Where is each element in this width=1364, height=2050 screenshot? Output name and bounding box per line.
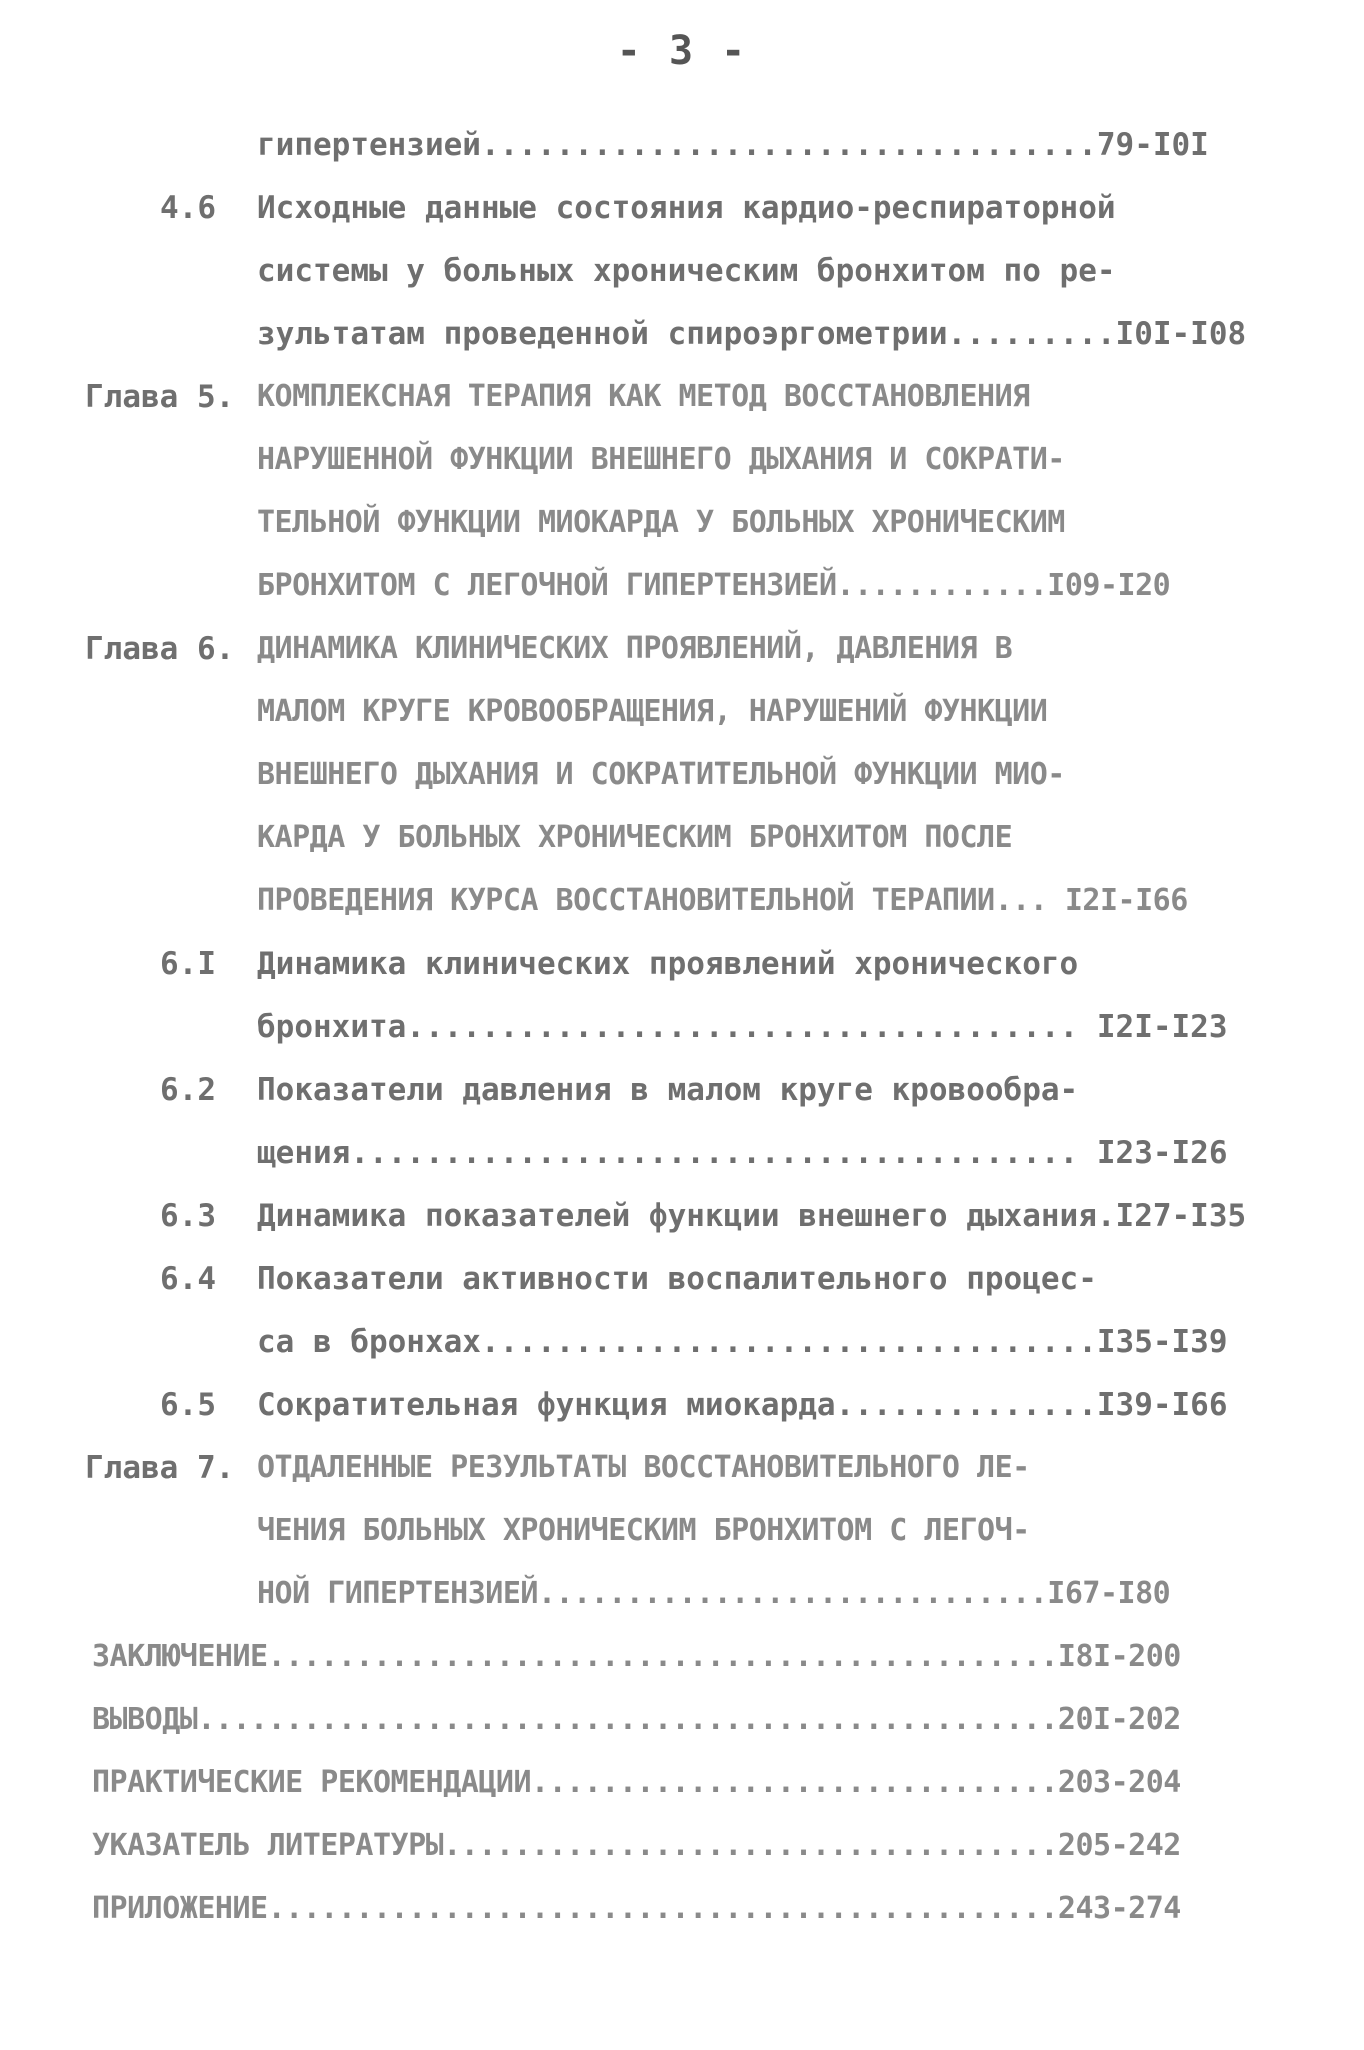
toc-chapter-title: ДИНАМИКА КЛИНИЧЕСКИХ ПРОЯВЛЕНИЙ, ДАВЛЕНИЯ В [257,631,1013,666]
toc-section-number: 6.2 [160,1072,216,1108]
toc-line-conclusion: ЗАКЛЮЧЕНИЕ.............................................I8I-200 [92,1639,1181,1674]
toc-chapter-title: ОТДАЛЕННЫЕ РЕЗУЛЬТАТЫ ВОССТАНОВИТЕЛЬНОГО ЛЕ- [257,1450,1030,1485]
toc-chapter-number: Глава 7. [85,1450,235,1486]
toc-line: Показатели давления в малом круге кровообра- [257,1072,1079,1108]
toc-chapter-title: КОМПЛЕКСНАЯ ТЕРАПИЯ КАК МЕТОД ВОССТАНОВЛЕНИЯ [257,379,1030,414]
toc-chapter-number: Глава 5. [85,379,235,415]
toc-line: зультатам проведенной спироэргометрии.........I0I-I08 [257,316,1247,352]
toc-line: КАРДА У БОЛЬНЫХ ХРОНИЧЕСКИМ БРОНХИТОМ ПОСЛЕ [257,820,1013,855]
toc-line: Сократительная функция миокарда..............I39-I66 [257,1387,1228,1423]
toc-line: ЧЕНИЯ БОЛЬНЫХ ХРОНИЧЕСКИМ БРОНХИТОМ С ЛЕГОЧ- [257,1513,1030,1548]
toc-line: Исходные данные состояния кардио-респираторной [257,190,1116,226]
toc-line: МАЛОМ КРУГЕ КРОВООБРАЩЕНИЯ, НАРУШЕНИЙ ФУНКЦИИ [257,694,1048,729]
toc-line: ТЕЛЬНОЙ ФУНКЦИИ МИОКАРДА У БОЛЬНЫХ ХРОНИЧЕСКИМ [257,505,1065,540]
toc-line: БРОНХИТОМ С ЛЕГОЧНОЙ ГИПЕРТЕНЗИЕЙ............I09-I20 [257,568,1171,603]
toc-line: Динамика показателей функции внешнего дыхания.I27-I35 [257,1198,1247,1234]
toc-line: щения....................................... I23-I26 [257,1135,1228,1171]
toc-chapter-number: Глава 6. [85,631,235,667]
toc-line: ВНЕШНЕГО ДЫХАНИЯ И СОКРАТИТЕЛЬНОЙ ФУНКЦИИ МИО- [257,757,1065,792]
toc-line: НОЙ ГИПЕРТЕНЗИЕЙ.............................I67-I80 [257,1576,1171,1611]
toc-line: НАРУШЕННОЙ ФУНКЦИИ ВНЕШНЕГО ДЫХАНИЯ И СОКРАТИ- [257,442,1065,477]
toc-line: системы у больных хроническим бронхитом по ре- [257,253,1116,289]
toc-line-recommendations: ПРАКТИЧЕСКИЕ РЕКОМЕНДАЦИИ..............................203-204 [92,1765,1181,1800]
toc-section-number: 6.5 [160,1387,216,1423]
toc-line-bibliography: УКАЗАТЕЛЬ ЛИТЕРАТУРЫ...................................205-242 [92,1828,1181,1863]
toc-line-appendix: ПРИЛОЖЕНИЕ.............................................243-274 [92,1891,1181,1926]
toc-line: ПРОВЕДЕНИЯ КУРСА ВОССТАНОВИТЕЛЬНОЙ ТЕРАПИИ... I2I-I66 [257,883,1188,918]
toc-line-findings: ВЫВОДЫ.................................................20I-202 [92,1702,1181,1737]
toc-line: Динамика клинических проявлений хронического [257,946,1079,982]
toc-line: бронхита.................................... I2I-I23 [257,1009,1228,1045]
toc-section-number: 6.3 [160,1198,216,1234]
toc-section-number: 6.I [160,946,216,982]
toc-section-number: 6.4 [160,1261,216,1297]
toc-section-number: 4.6 [160,190,216,226]
page-number: - 3 - [616,28,748,74]
toc-line: Показатели активности воспалительного процес- [257,1261,1097,1297]
toc-line: гипертензией.................................79-I0I [257,127,1209,163]
toc-line: са в бронхах.................................I35-I39 [257,1324,1228,1360]
